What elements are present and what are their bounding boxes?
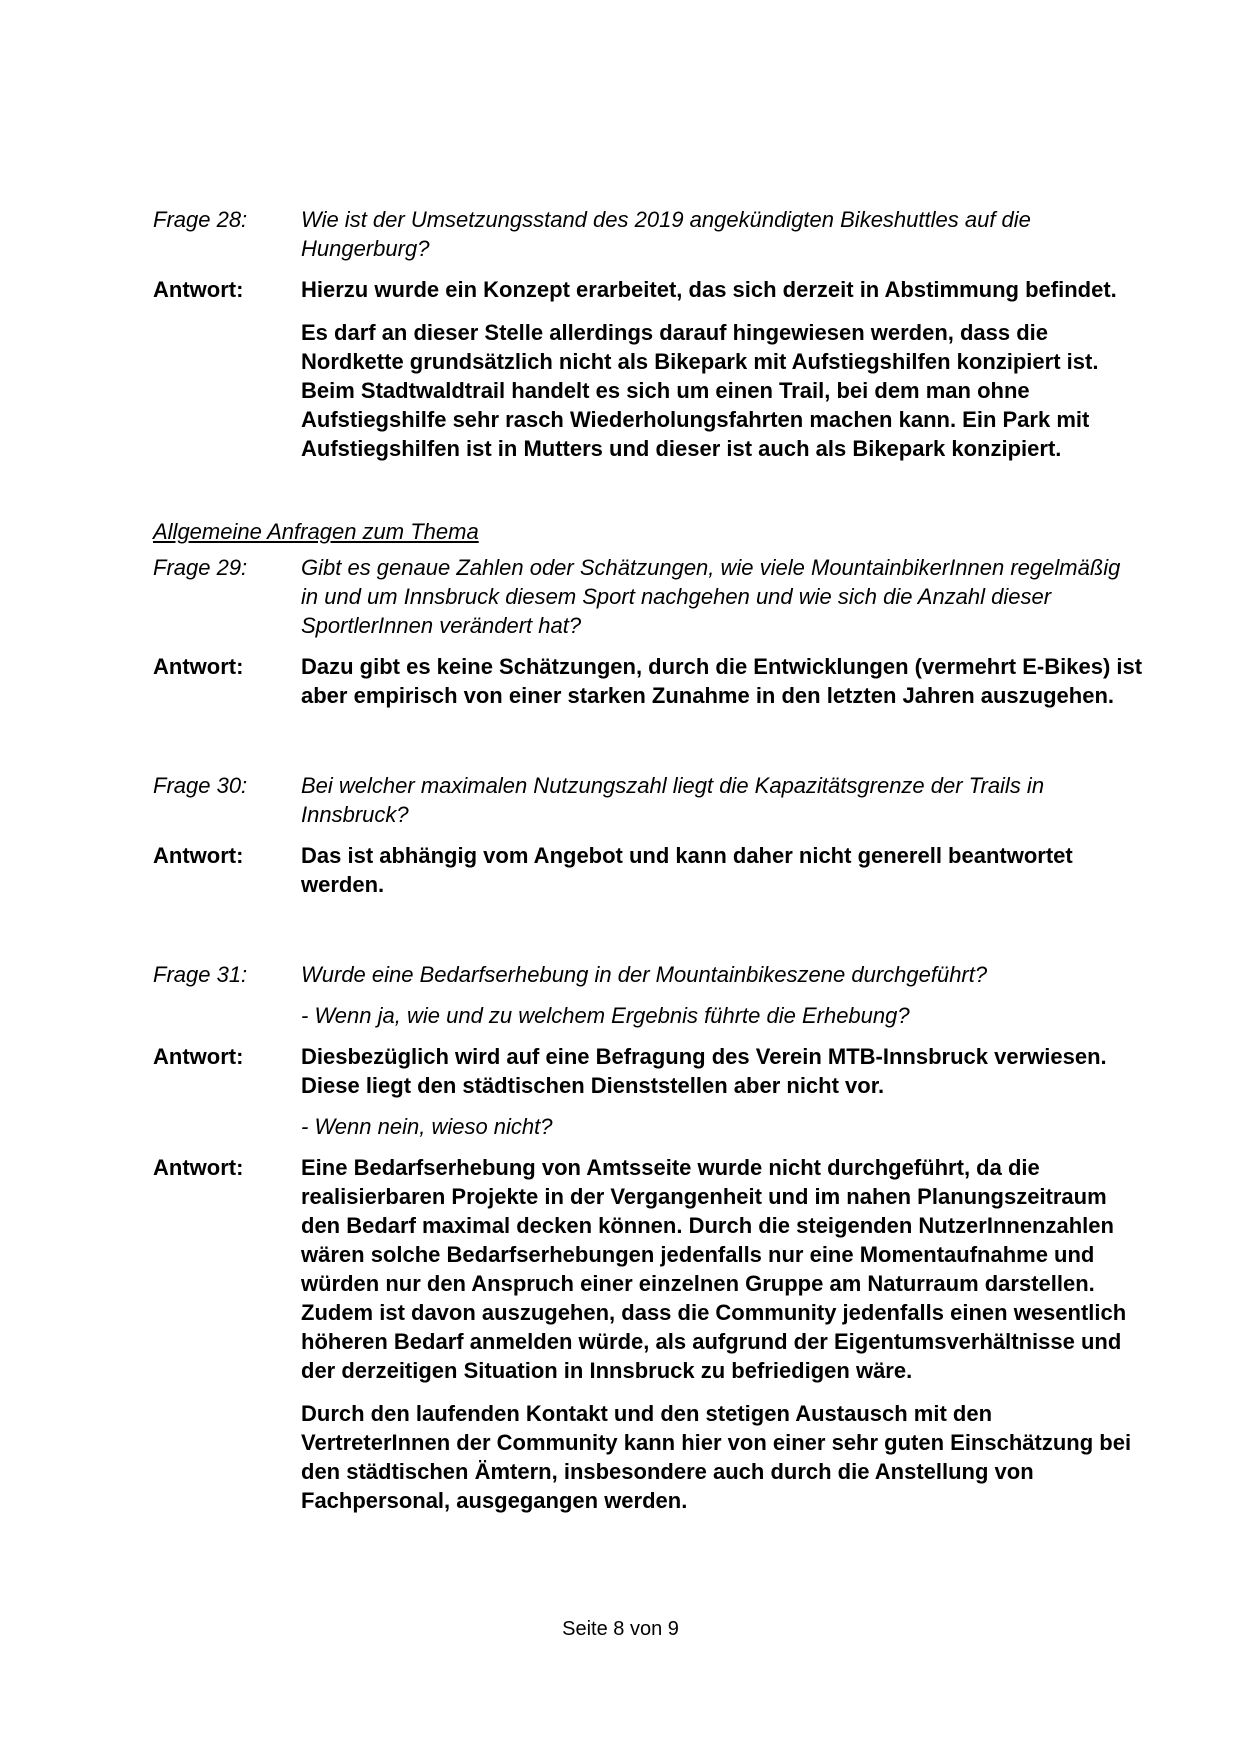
question-31-subquestion-2 bbox=[153, 1112, 1143, 1141]
question-label: Frage 29: bbox=[153, 555, 248, 580]
answer-paragraph: Hierzu wurde ein Konzept erarbeitet, das sich derzeit in Abstimmung befindet. bbox=[301, 277, 1117, 302]
question-text: Wurde eine Bedarfserhebung in der Mountainbikeszene durchgeführt? bbox=[301, 962, 988, 987]
answer-text: Dazu gibt es keine Schätzungen, durch die Entwicklungen (vermehrt E-Bikes) ist aber empirisch von einer starken Zunahme in den letzten Jahren auszugehen. bbox=[301, 654, 1143, 708]
question-31 bbox=[153, 960, 1143, 989]
answer-label: Antwort: bbox=[153, 843, 244, 868]
page-footer: Seite 8 von 9 bbox=[562, 1618, 679, 1640]
answer-31-b bbox=[153, 1153, 1143, 1515]
answer-30 bbox=[153, 841, 1143, 899]
subquestion-text: - Wenn ja, wie und zu welchem Ergebnis führte die Erhebung? bbox=[301, 1003, 910, 1028]
question-text: Gibt es genaue Zahlen oder Schätzungen, wie viele MountainbikerInnen regelmäßig in und um Innsbruck diesem Sport nachgehen und wie sich die Anzahl dieser SportlerInnen verändert hat? bbox=[301, 555, 1121, 638]
answer-text: Das ist abhängig vom Angebot und kann daher nicht generell beantwortet werden. bbox=[301, 843, 1073, 897]
answer-31-a bbox=[153, 1042, 1143, 1100]
question-29 bbox=[153, 553, 1143, 640]
answer-paragraph: Es darf an dieser Stelle allerdings darauf hingewiesen werden, dass die Nordkette grundsätzlich nicht als Bikepark mit Aufstiegshilfen konzipiert ist. Beim Stadtwaldtrail handelt es sich um einen Trail, bei dem man ohne Aufstiegshilfe sehr rasch Wiederholungsfahrten machen kann. Ein Park mit Aufstiegshilfen ist in Mutters und dieser ist auch als Bikepark konzipiert. bbox=[301, 320, 1099, 461]
subquestion-text: - Wenn nein, wieso nicht? bbox=[301, 1114, 553, 1139]
question-30 bbox=[153, 771, 1143, 829]
answer-29 bbox=[153, 652, 1143, 710]
question-label: Frage 28: bbox=[153, 207, 248, 232]
section-heading: Allgemeine Anfragen zum Thema bbox=[153, 519, 479, 544]
answer-28 bbox=[153, 275, 1143, 463]
answer-text bbox=[301, 1153, 1143, 1515]
answer-text: Diesbezüglich wird auf eine Befragung des Verein MTB-Innsbruck verwiesen. Diese liegt den städtischen Dienststellen aber nicht vor. bbox=[301, 1044, 1107, 1098]
document-content bbox=[153, 205, 1143, 1515]
answer-paragraph: Eine Bedarfserhebung von Amtsseite wurde nicht durchgeführt, da die realisierbaren Projekte in der Vergangenheit und im nahen Planungszeitraum den Bedarf maximal decken können. Durch die steigenden NutzerInnenzahlen wären solche Bedarfserhebungen jedenfalls nur eine Momentaufnahme und würden nur den Anspruch einer einzelnen Gruppe am Naturraum darstellen. Zudem ist davon auszugehen, dass die Community jedenfalls einen wesentlich höheren Bedarf anmelden würde, als aufgrund der Eigentumsverhältnisse und der derzeitigen Situation in Innsbruck zu befriedigen wäre. bbox=[301, 1155, 1127, 1383]
answer-text bbox=[301, 275, 1143, 463]
question-text: Wie ist der Umsetzungsstand des 2019 angekündigten Bikeshuttles auf die Hungerburg? bbox=[301, 207, 1031, 261]
answer-label: Antwort: bbox=[153, 1155, 244, 1180]
question-label: Frage 30: bbox=[153, 773, 248, 798]
answer-label: Antwort: bbox=[153, 277, 244, 302]
question-label: Frage 31: bbox=[153, 962, 248, 987]
answer-paragraph: Durch den laufenden Kontakt und den stetigen Austausch mit den VertreterInnen der Community kann hier von einer sehr guten Einschätzung bei den städtischen Ämtern, insbesondere auch durch die Anstellung von Fachpersonal, ausgegangen werden. bbox=[301, 1401, 1132, 1513]
question-31-subquestion-1 bbox=[153, 1001, 1143, 1030]
question-28 bbox=[153, 205, 1143, 263]
answer-label: Antwort: bbox=[153, 1044, 244, 1069]
question-text: Bei welcher maximalen Nutzungszahl liegt die Kapazitätsgrenze der Trails in Innsbruck? bbox=[301, 773, 1045, 827]
answer-label: Antwort: bbox=[153, 654, 244, 679]
